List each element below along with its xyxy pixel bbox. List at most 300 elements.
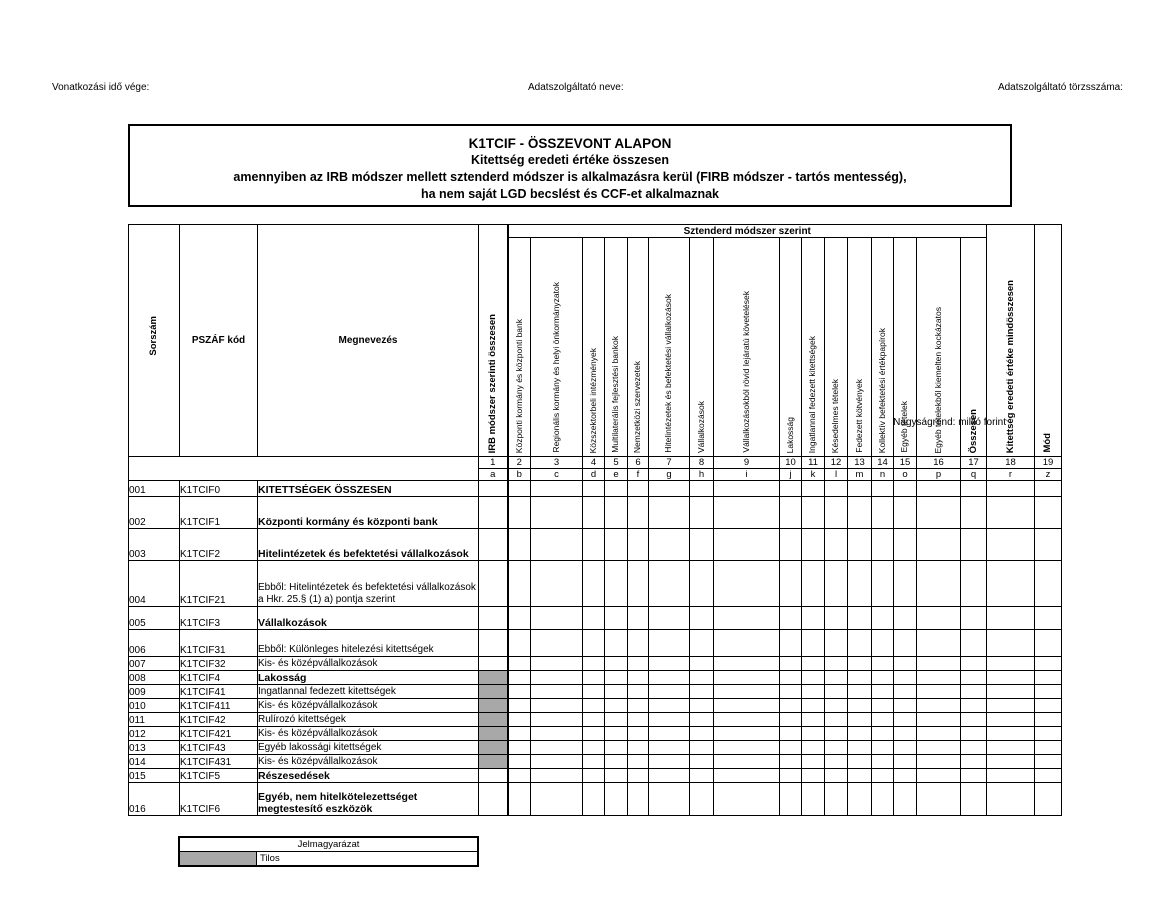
value-cell[interactable] [714,497,780,529]
value-cell[interactable] [825,481,848,497]
value-cell[interactable] [649,481,690,497]
value-cell[interactable] [508,727,531,741]
value-cell[interactable] [848,727,872,741]
value-cell[interactable] [894,481,917,497]
value-cell[interactable] [605,769,628,783]
value-cell[interactable] [780,699,802,713]
value-cell[interactable] [987,561,1035,607]
value-cell[interactable] [917,529,961,561]
value-cell[interactable] [649,713,690,727]
value-cell[interactable] [628,685,649,699]
value-cell[interactable] [917,755,961,769]
value-cell[interactable] [605,529,628,561]
value-cell[interactable] [961,561,987,607]
value-cell[interactable] [780,755,802,769]
value-cell[interactable] [605,741,628,755]
value-cell[interactable] [531,755,583,769]
value-cell[interactable] [605,671,628,685]
value-cell[interactable] [714,741,780,755]
value-cell[interactable] [894,783,917,816]
value-cell[interactable] [848,529,872,561]
value-cell[interactable] [872,727,894,741]
value-cell[interactable] [690,727,714,741]
value-cell[interactable] [690,529,714,561]
value-cell[interactable] [872,561,894,607]
value-cell[interactable] [508,607,531,630]
value-cell[interactable] [628,741,649,755]
value-cell[interactable] [825,671,848,685]
value-cell[interactable] [917,607,961,630]
value-cell[interactable] [780,671,802,685]
value-cell[interactable] [508,783,531,816]
value-cell[interactable] [961,755,987,769]
value-cell[interactable] [649,607,690,630]
value-cell[interactable] [802,671,825,685]
value-cell[interactable] [987,481,1035,497]
value-cell[interactable] [825,529,848,561]
value-cell[interactable] [1035,529,1062,561]
value-cell[interactable] [825,497,848,529]
value-cell[interactable] [825,741,848,755]
value-cell[interactable] [508,481,531,497]
value-cell[interactable] [917,741,961,755]
value-cell[interactable] [802,727,825,741]
value-cell[interactable] [479,630,508,657]
value-cell[interactable] [961,607,987,630]
value-cell[interactable] [1035,630,1062,657]
value-cell[interactable] [690,769,714,783]
value-cell[interactable] [780,497,802,529]
value-cell[interactable] [690,755,714,769]
value-cell[interactable] [714,657,780,671]
value-cell[interactable] [894,630,917,657]
value-cell[interactable] [583,699,605,713]
value-cell[interactable] [714,713,780,727]
value-cell[interactable] [802,741,825,755]
value-cell[interactable] [628,630,649,657]
value-cell[interactable] [917,481,961,497]
value-cell[interactable] [848,685,872,699]
value-cell[interactable] [649,630,690,657]
value-cell[interactable] [848,713,872,727]
value-cell[interactable] [848,561,872,607]
value-cell[interactable] [649,769,690,783]
value-cell[interactable] [690,713,714,727]
value-cell[interactable] [780,685,802,699]
value-cell[interactable] [961,741,987,755]
value-cell[interactable] [917,671,961,685]
value-cell[interactable] [802,497,825,529]
value-cell[interactable] [690,671,714,685]
value-cell[interactable] [605,607,628,630]
value-cell[interactable] [987,671,1035,685]
value-cell[interactable] [848,769,872,783]
value-cell[interactable] [508,671,531,685]
value-cell[interactable] [531,671,583,685]
value-cell[interactable] [780,783,802,816]
value-cell[interactable] [987,741,1035,755]
value-cell[interactable] [802,685,825,699]
value-cell[interactable] [628,713,649,727]
value-cell[interactable] [1035,755,1062,769]
value-cell[interactable] [531,481,583,497]
value-cell[interactable] [917,685,961,699]
value-cell[interactable] [479,497,508,529]
value-cell[interactable] [583,755,605,769]
value-cell[interactable] [961,630,987,657]
value-cell[interactable] [583,529,605,561]
value-cell[interactable] [780,769,802,783]
value-cell[interactable] [479,529,508,561]
value-cell[interactable] [961,497,987,529]
value-cell[interactable] [605,630,628,657]
value-cell[interactable] [917,783,961,816]
value-cell[interactable] [690,657,714,671]
value-cell[interactable] [479,607,508,630]
value-cell[interactable] [583,657,605,671]
value-cell[interactable] [825,713,848,727]
value-cell[interactable] [605,685,628,699]
value-cell[interactable] [531,497,583,529]
value-cell[interactable] [1035,481,1062,497]
value-cell[interactable] [848,699,872,713]
value-cell[interactable] [690,685,714,699]
value-cell[interactable] [605,481,628,497]
value-cell[interactable] [894,727,917,741]
value-cell[interactable] [649,497,690,529]
value-cell[interactable] [894,497,917,529]
value-cell[interactable] [780,741,802,755]
value-cell[interactable] [508,685,531,699]
value-cell[interactable] [714,607,780,630]
value-cell[interactable] [825,755,848,769]
value-cell[interactable] [961,671,987,685]
value-cell[interactable] [690,630,714,657]
value-cell[interactable] [961,685,987,699]
value-cell[interactable] [894,607,917,630]
value-cell[interactable] [479,657,508,671]
value-cell[interactable] [825,699,848,713]
value-cell[interactable] [508,529,531,561]
value-cell[interactable] [508,630,531,657]
value-cell[interactable] [583,727,605,741]
value-cell[interactable] [479,561,508,607]
value-cell[interactable] [917,561,961,607]
value-cell[interactable] [802,755,825,769]
value-cell[interactable] [508,561,531,607]
value-cell[interactable] [1035,497,1062,529]
value-cell[interactable] [825,769,848,783]
value-cell[interactable] [987,713,1035,727]
value-cell[interactable] [894,529,917,561]
value-cell[interactable] [848,481,872,497]
value-cell[interactable] [508,657,531,671]
value-cell[interactable] [1035,727,1062,741]
value-cell[interactable] [714,685,780,699]
value-cell[interactable] [872,630,894,657]
value-cell[interactable] [1035,561,1062,607]
value-cell[interactable] [917,630,961,657]
value-cell[interactable] [961,529,987,561]
value-cell[interactable] [894,685,917,699]
value-cell[interactable] [628,671,649,685]
value-cell[interactable] [628,497,649,529]
value-cell[interactable] [1035,713,1062,727]
value-cell[interactable] [649,561,690,607]
value-cell[interactable] [780,607,802,630]
value-cell[interactable] [714,529,780,561]
value-cell[interactable] [872,783,894,816]
value-cell[interactable] [987,727,1035,741]
value-cell[interactable] [848,630,872,657]
value-cell[interactable] [987,783,1035,816]
value-cell[interactable] [1035,783,1062,816]
value-cell[interactable] [714,755,780,769]
value-cell[interactable] [872,497,894,529]
value-cell[interactable] [605,783,628,816]
value-cell[interactable] [628,755,649,769]
value-cell[interactable] [649,529,690,561]
value-cell[interactable] [605,755,628,769]
value-cell[interactable] [961,727,987,741]
value-cell[interactable] [583,713,605,727]
value-cell[interactable] [690,497,714,529]
value-cell[interactable] [802,713,825,727]
value-cell[interactable] [531,713,583,727]
value-cell[interactable] [917,497,961,529]
value-cell[interactable] [649,727,690,741]
value-cell[interactable] [987,769,1035,783]
value-cell[interactable] [690,699,714,713]
value-cell[interactable] [987,497,1035,529]
value-cell[interactable] [508,497,531,529]
value-cell[interactable] [872,607,894,630]
value-cell[interactable] [872,741,894,755]
value-cell[interactable] [848,497,872,529]
value-cell[interactable] [961,783,987,816]
value-cell[interactable] [583,685,605,699]
value-cell[interactable] [714,630,780,657]
value-cell[interactable] [825,561,848,607]
value-cell[interactable] [894,671,917,685]
value-cell[interactable] [802,529,825,561]
value-cell[interactable] [917,699,961,713]
value-cell[interactable] [825,783,848,816]
value-cell[interactable] [583,741,605,755]
value-cell[interactable] [714,769,780,783]
value-cell[interactable] [714,727,780,741]
value-cell[interactable] [649,755,690,769]
value-cell[interactable] [628,783,649,816]
value-cell[interactable] [825,685,848,699]
value-cell[interactable] [825,607,848,630]
value-cell[interactable] [649,671,690,685]
value-cell[interactable] [628,529,649,561]
row-code: K1TCIF42 [180,713,258,727]
value-cell[interactable] [825,657,848,671]
value-cell[interactable] [780,481,802,497]
value-cell[interactable] [690,741,714,755]
value-cell[interactable] [583,783,605,816]
value-cell[interactable] [1035,607,1062,630]
value-cell[interactable] [872,755,894,769]
value-cell[interactable] [583,671,605,685]
value-cell[interactable] [780,727,802,741]
value-cell[interactable] [531,561,583,607]
value-cell[interactable] [961,481,987,497]
value-cell[interactable] [531,769,583,783]
value-cell[interactable] [1035,741,1062,755]
value-cell[interactable] [987,755,1035,769]
value-cell[interactable] [894,699,917,713]
value-cell[interactable] [987,630,1035,657]
value-cell[interactable] [628,699,649,713]
value-cell[interactable] [583,630,605,657]
value-cell[interactable] [583,497,605,529]
col-number-cell: 2 [508,457,531,469]
value-cell[interactable] [961,769,987,783]
value-cell[interactable] [531,741,583,755]
value-cell[interactable] [894,657,917,671]
value-cell[interactable] [531,699,583,713]
value-cell[interactable] [714,671,780,685]
value-cell[interactable] [894,755,917,769]
value-cell[interactable] [848,607,872,630]
value-cell[interactable] [987,529,1035,561]
value-cell[interactable] [714,561,780,607]
value-cell[interactable] [961,713,987,727]
value-cell[interactable] [1035,685,1062,699]
value-cell[interactable] [848,741,872,755]
value-cell[interactable] [802,769,825,783]
value-cell[interactable] [605,727,628,741]
value-cell[interactable] [531,630,583,657]
value-cell[interactable] [780,657,802,671]
value-cell[interactable] [802,561,825,607]
value-cell[interactable] [628,481,649,497]
value-cell[interactable] [479,783,508,816]
value-cell[interactable] [1035,769,1062,783]
value-cell[interactable] [508,769,531,783]
value-cell[interactable] [531,727,583,741]
value-cell[interactable] [894,741,917,755]
value-cell[interactable] [872,699,894,713]
value-cell[interactable] [583,561,605,607]
value-cell[interactable] [531,783,583,816]
value-cell[interactable] [690,783,714,816]
value-cell[interactable] [894,561,917,607]
value-cell[interactable] [508,741,531,755]
value-cell[interactable] [848,783,872,816]
value-cell[interactable] [894,769,917,783]
value-cell[interactable] [649,657,690,671]
value-cell[interactable] [872,529,894,561]
value-cell[interactable] [780,630,802,657]
value-cell[interactable] [802,481,825,497]
value-cell[interactable] [1035,699,1062,713]
value-cell[interactable] [872,769,894,783]
value-cell[interactable] [848,755,872,769]
value-cell[interactable] [961,657,987,671]
value-cell[interactable] [714,481,780,497]
value-cell[interactable] [872,657,894,671]
value-cell[interactable] [605,657,628,671]
value-cell[interactable] [628,727,649,741]
value-cell[interactable] [780,529,802,561]
value-cell[interactable] [872,481,894,497]
value-cell[interactable] [649,699,690,713]
value-cell[interactable] [479,481,508,497]
value-cell[interactable] [605,561,628,607]
value-cell[interactable] [780,713,802,727]
row-label: Ebből: Hitelintézetek és befektetési vállalkozások a Hkr. 25.§ (1) a) pontja szerint [258,561,479,607]
value-cell[interactable] [917,657,961,671]
value-cell[interactable] [508,699,531,713]
value-cell[interactable] [987,607,1035,630]
value-cell[interactable] [605,699,628,713]
value-cell[interactable] [802,657,825,671]
value-cell[interactable] [872,671,894,685]
value-cell[interactable] [649,783,690,816]
value-cell[interactable] [802,783,825,816]
value-cell[interactable] [583,769,605,783]
value-cell[interactable] [1035,657,1062,671]
value-cell[interactable] [848,671,872,685]
value-cell[interactable] [872,685,894,699]
value-cell[interactable] [1035,671,1062,685]
value-cell[interactable] [649,741,690,755]
value-cell[interactable] [531,685,583,699]
value-cell[interactable] [690,561,714,607]
value-cell[interactable] [961,699,987,713]
value-cell[interactable] [917,769,961,783]
value-cell[interactable] [848,657,872,671]
value-cell[interactable] [628,657,649,671]
value-cell[interactable] [825,727,848,741]
value-cell[interactable] [894,713,917,727]
value-cell[interactable] [508,755,531,769]
value-cell[interactable] [531,607,583,630]
value-cell[interactable] [605,497,628,529]
value-cell[interactable] [649,685,690,699]
value-cell[interactable] [917,727,961,741]
value-cell[interactable] [628,607,649,630]
value-cell[interactable] [583,607,605,630]
value-cell[interactable] [628,769,649,783]
value-cell[interactable] [583,481,605,497]
value-cell[interactable] [479,769,508,783]
value-cell[interactable] [628,561,649,607]
value-cell[interactable] [714,783,780,816]
value-cell[interactable] [780,561,802,607]
value-cell[interactable] [987,699,1035,713]
value-cell[interactable] [802,699,825,713]
value-cell[interactable] [825,630,848,657]
value-cell[interactable] [508,713,531,727]
value-cell[interactable] [690,607,714,630]
value-cell[interactable] [987,657,1035,671]
value-cell[interactable] [531,529,583,561]
value-cell[interactable] [802,607,825,630]
value-cell[interactable] [917,713,961,727]
value-cell[interactable] [714,699,780,713]
value-cell[interactable] [605,713,628,727]
value-cell[interactable] [690,481,714,497]
value-cell[interactable] [987,685,1035,699]
value-cell[interactable] [802,630,825,657]
value-cell[interactable] [872,713,894,727]
value-cell[interactable] [531,657,583,671]
